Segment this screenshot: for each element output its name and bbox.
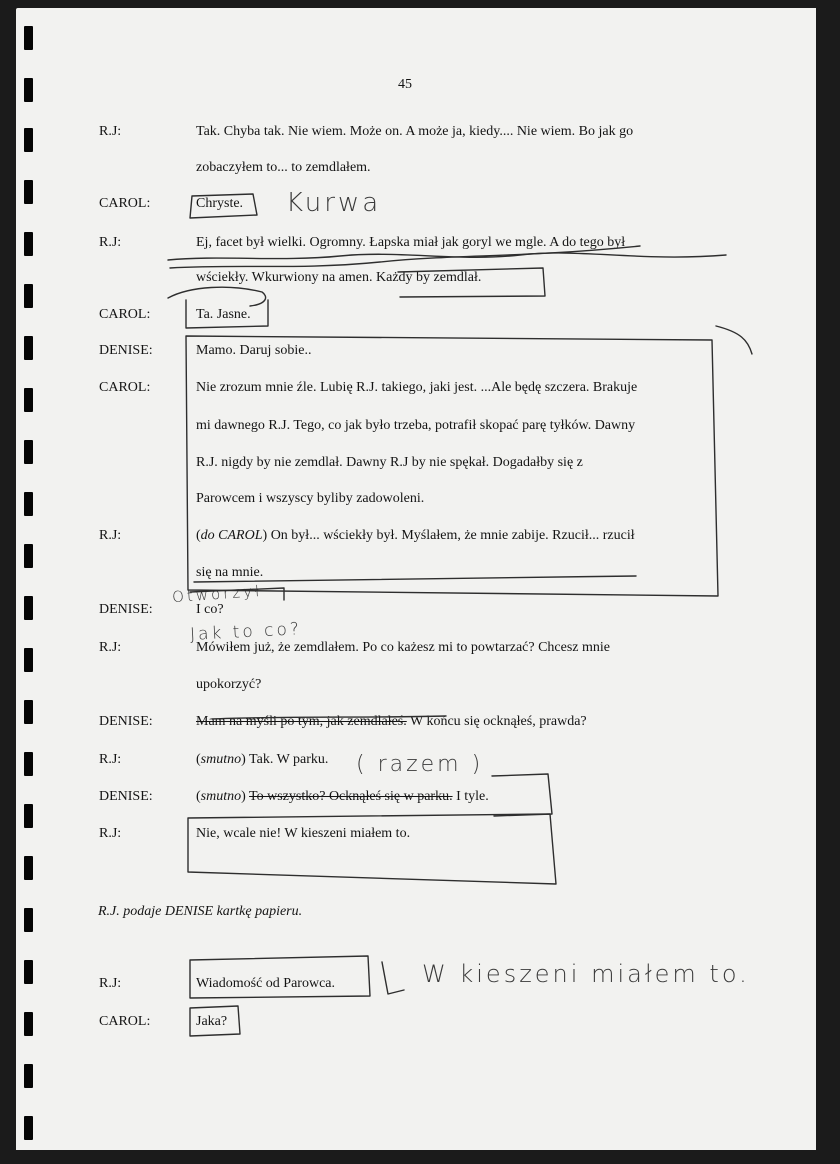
binding-hole — [24, 544, 33, 568]
dialogue-line: Nie zrozum mnie źle. Lubię R.J. takiego, jaki jest. ...Ale będę szczera. Brakuje — [196, 380, 638, 395]
binding-hole — [24, 700, 33, 724]
stage-cue: do CAROL — [200, 528, 263, 543]
dialogue-line: Ta. Jasne. — [196, 307, 251, 322]
dialogue-line: zobaczyłem to... to zemdlałem. — [196, 160, 371, 175]
handwritten-note: Kurwa — [286, 188, 382, 218]
handwritten-note: W kieszeni miałem to. — [422, 960, 750, 988]
speaker-name: CAROL: — [99, 380, 151, 395]
dialogue-line — [196, 714, 587, 730]
binding-hole — [24, 960, 33, 984]
binding-hole — [24, 440, 33, 464]
stage-direction: R.J. podaje DENISE kartkę papieru. — [98, 904, 303, 919]
dialogue-line: Tak. Chyba tak. Nie wiem. Może on. A może ja, kiedy.... Nie wiem. Bo jak go — [196, 124, 634, 139]
dialogue-fragment: W końcu się ocknąłeś, prawda? — [410, 714, 587, 729]
speaker-name: CAROL: — [99, 196, 151, 211]
binding-hole — [24, 648, 33, 672]
handwritten-note: Jak to co? — [189, 619, 303, 645]
speaker-name: CAROL: — [99, 1014, 151, 1029]
speaker-name: R.J: — [99, 826, 122, 841]
page-number: 45 — [398, 77, 412, 92]
struck-text: To wszystko? Ocknąłeś się w parku. — [249, 789, 453, 804]
dialogue-line: mi dawnego R.J. Tego, co jak było trzeba, potrafił skopać parę tyłków. Dawny — [196, 418, 636, 433]
handwritten-note: ( razem ) — [356, 752, 484, 777]
dialogue-line: Mamo. Daruj sobie.. — [196, 343, 312, 358]
binding-hole — [24, 26, 33, 50]
dialogue-line: upokorzyć? — [196, 677, 262, 692]
binding-hole — [24, 596, 33, 620]
struck-text: Mam na myśli po tym, jak zemdlałeś. — [196, 714, 407, 729]
dialogue-line: się na mnie. — [196, 565, 264, 580]
dialogue-line — [196, 270, 481, 286]
dialogue-fragment: On był... wściekły był. Myślałem, że mnie zabije. Rzucił... rzucił — [270, 528, 635, 543]
binding-hole — [24, 336, 33, 360]
speaker-name: R.J: — [99, 976, 122, 991]
dialogue-line: R.J. nigdy by nie zemdlał. Dawny R.J by nie spękał. Dogadałby się z — [196, 455, 583, 470]
binding-hole — [24, 232, 33, 256]
speaker-name: R.J: — [99, 235, 122, 250]
binding-hole — [24, 804, 33, 828]
dialogue-line: Jaka? — [196, 1014, 228, 1029]
dialogue-line: Chryste. — [196, 196, 244, 211]
dialogue-fragment: Każdy by zemdlał. — [376, 270, 482, 285]
dialogue-fragment: I tyle. — [456, 789, 489, 804]
handwritten-note: Otworzył — [171, 581, 263, 607]
binding-hole — [24, 128, 33, 152]
speaker-name: DENISE: — [99, 714, 153, 729]
dialogue-fragment: wściekły. Wkurwiony na amen. — [196, 270, 373, 285]
speaker-name: R.J: — [99, 640, 122, 655]
stage-cue: smutno — [200, 752, 242, 767]
dialogue-line: (do CAROL) On był... wściekły był. Myślałem, że mnie zabije. Rzucił... rzucił — [196, 528, 635, 543]
dialogue-line: Ej, facet był wielki. Ogromny. Łapska miał jak goryl we mgle. A do tego był — [196, 235, 626, 250]
dialogue-line: (smutno) To wszystko? Ocknąłeś się w parku. I tyle. — [196, 789, 489, 804]
dialogue-fragment: Tak. W parku. — [249, 752, 329, 767]
binding-hole — [24, 856, 33, 880]
binding-hole — [24, 284, 33, 308]
speaker-name: DENISE: — [99, 602, 153, 617]
dialogue-line: Nie, wcale nie! W kieszeni miałem to. — [196, 826, 411, 841]
speaker-name: R.J: — [99, 124, 122, 139]
dialogue-line: Mówiłem już, że zemdlałem. Po co każesz mi to powtarzać? Chcesz mnie — [196, 640, 611, 655]
binding-hole — [24, 752, 33, 776]
dialogue-line: (smutno) Tak. W parku. — [196, 752, 329, 767]
speaker-name: R.J: — [99, 752, 122, 767]
binding-hole — [24, 180, 33, 204]
dialogue-line: Wiadomość od Parowca. — [196, 976, 336, 991]
binding-hole — [24, 492, 33, 516]
speaker-name: CAROL: — [99, 307, 151, 322]
binding-hole — [24, 1012, 33, 1036]
binding-hole — [24, 1064, 33, 1088]
speaker-name: DENISE: — [99, 789, 153, 804]
binding-hole — [24, 78, 33, 102]
binding-hole — [24, 1116, 33, 1140]
speaker-name: DENISE: — [99, 343, 153, 358]
dialogue-line: Parowcem i wszyscy byliby zadowoleni. — [196, 491, 425, 506]
speaker-name: R.J: — [99, 528, 122, 543]
stage-cue: smutno — [200, 789, 242, 804]
binding-hole — [24, 908, 33, 932]
dialogue-line: I co? — [196, 602, 224, 617]
binding-hole — [24, 388, 33, 412]
